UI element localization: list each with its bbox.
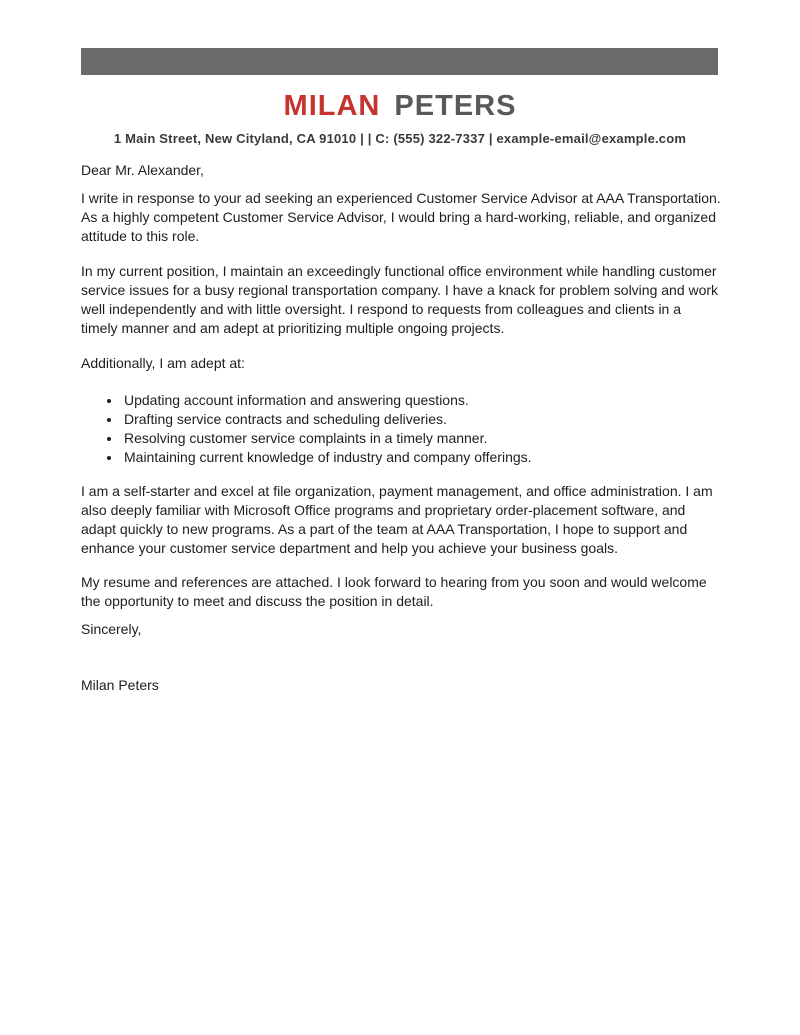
letter-body — [81, 161, 721, 695]
letter-paragraph-current-role: In my current position, I maintain an exceedingly functional office environment while handling customer service issues for a busy regional transportation company. I have a knack for problem solving and work well independently and with little oversight. I respond to requests from colleagues and clients in a timely manner and am adept at prioritizing multiple ongoing projects. — [81, 262, 719, 336]
applicant-first-name: MILAN — [283, 90, 381, 122]
letter-paragraph-intro: I write in response to your ad seeking an experienced Customer Service Advisor at AAA Transportation. As a highly competent Customer Service Advisor, I would bring a hard-working, reliable, and organized attitude to this role. — [81, 189, 721, 244]
letter-paragraph-self-starter: I am a self-starter and excel at file organization, payment management, and office administration. I am also deeply familiar with Microsoft Office programs and proprietary order-placement software, and adapt quickly to new programs. As a part of the team at AAA Transportation, I hope to support and enhance your customer service department and help you achieve your business goals. — [81, 482, 713, 556]
skills-list — [81, 391, 721, 467]
signature-name: Milan Peters — [81, 676, 159, 693]
applicant-name-heading — [0, 91, 800, 123]
sign-off: Sincerely, — [81, 620, 142, 637]
salutation: Dear Mr. Alexander, — [81, 161, 204, 178]
skills-list-item: • Resolving customer service complaints in a timely manner. — [122, 429, 721, 448]
letter-paragraph-closing: My resume and references are attached. I look forward to hearing from you soon and would welcome the opportunity to meet and discuss the position in detail. — [81, 573, 707, 609]
skills-list-item: • Maintaining current knowledge of industry and company offerings. — [122, 448, 721, 467]
skills-list-item: • Updating account information and answering questions. — [122, 391, 721, 410]
header-accent-bar — [81, 48, 718, 75]
skills-intro: Additionally, I am adept at: — [81, 354, 245, 371]
skills-list-item: • Drafting service contracts and scheduling deliveries. — [122, 410, 721, 429]
contact-info-line: 1 Main Street, New Cityland, CA 91010 | | C: (555) 322-7337 | example-email@example.com — [113, 130, 687, 146]
applicant-last-name: PETERS — [394, 90, 517, 122]
